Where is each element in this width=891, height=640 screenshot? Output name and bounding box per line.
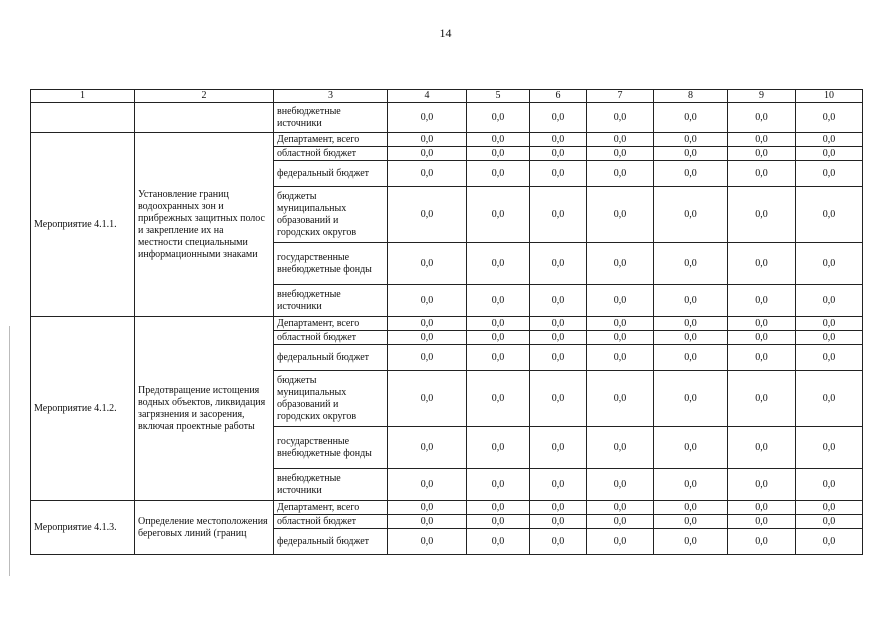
amount-cell: 0,0 — [654, 427, 728, 469]
amount-cell: 0,0 — [728, 427, 796, 469]
amount-cell: 0,0 — [530, 243, 587, 285]
amount-cell: 0,0 — [467, 469, 530, 501]
amount-cell: 0,0 — [654, 345, 728, 371]
source-cell: областной бюджет — [274, 331, 388, 345]
amount-cell: 0,0 — [728, 345, 796, 371]
source-cell: внебюджетные источники — [274, 469, 388, 501]
amount-cell: 0,0 — [654, 147, 728, 161]
amount-cell: 0,0 — [587, 371, 654, 427]
budget-table — [30, 89, 863, 555]
amount-cell: 0,0 — [728, 187, 796, 243]
amount-cell: 0,0 — [796, 501, 863, 515]
amount-cell: 0,0 — [587, 317, 654, 331]
event-name-cell: Мероприятие 4.1.1. — [31, 133, 135, 317]
amount-cell: 0,0 — [388, 529, 467, 555]
amount-cell: 0,0 — [728, 147, 796, 161]
amount-cell: 0,0 — [728, 103, 796, 133]
amount-cell: 0,0 — [467, 317, 530, 331]
amount-cell: 0,0 — [530, 147, 587, 161]
amount-cell: 0,0 — [467, 501, 530, 515]
amount-cell: 0,0 — [728, 501, 796, 515]
amount-cell: 0,0 — [654, 133, 728, 147]
amount-cell: 0,0 — [654, 285, 728, 317]
amount-cell: 0,0 — [388, 469, 467, 501]
amount-cell: 0,0 — [467, 427, 530, 469]
amount-cell: 0,0 — [530, 515, 587, 529]
amount-cell: 0,0 — [467, 133, 530, 147]
amount-cell: 0,0 — [728, 515, 796, 529]
amount-cell: 0,0 — [796, 515, 863, 529]
amount-cell: 0,0 — [530, 331, 587, 345]
source-cell: федеральный бюджет — [274, 345, 388, 371]
source-cell: Департамент, всего — [274, 501, 388, 515]
amount-cell: 0,0 — [654, 317, 728, 331]
column-header: 6 — [530, 90, 587, 103]
amount-cell: 0,0 — [388, 427, 467, 469]
amount-cell: 0,0 — [654, 501, 728, 515]
amount-cell: 0,0 — [388, 133, 467, 147]
amount-cell: 0,0 — [467, 529, 530, 555]
amount-cell: 0,0 — [530, 371, 587, 427]
amount-cell: 0,0 — [654, 161, 728, 187]
amount-cell: 0,0 — [654, 331, 728, 345]
amount-cell: 0,0 — [796, 243, 863, 285]
amount-cell: 0,0 — [467, 103, 530, 133]
amount-cell: 0,0 — [388, 345, 467, 371]
amount-cell: 0,0 — [530, 345, 587, 371]
amount-cell: 0,0 — [796, 103, 863, 133]
amount-cell: 0,0 — [587, 345, 654, 371]
amount-cell: 0,0 — [796, 285, 863, 317]
amount-cell: 0,0 — [467, 147, 530, 161]
table-row — [31, 133, 863, 147]
amount-cell: 0,0 — [467, 345, 530, 371]
event-description-cell: Предотвращение истощения водных объектов, ликвидация загрязнения и засорения, включая проектные работы — [135, 317, 274, 501]
amount-cell: 0,0 — [654, 469, 728, 501]
amount-cell: 0,0 — [388, 103, 467, 133]
amount-cell: 0,0 — [587, 501, 654, 515]
table-row — [31, 103, 863, 133]
source-cell: бюджеты муниципальных образований и городских округов — [274, 371, 388, 427]
amount-cell: 0,0 — [796, 469, 863, 501]
amount-cell: 0,0 — [530, 317, 587, 331]
amount-cell: 0,0 — [388, 161, 467, 187]
amount-cell: 0,0 — [796, 187, 863, 243]
source-cell: областной бюджет — [274, 147, 388, 161]
amount-cell: 0,0 — [530, 469, 587, 501]
amount-cell: 0,0 — [654, 529, 728, 555]
event-name-cell: Мероприятие 4.1.2. — [31, 317, 135, 501]
amount-cell: 0,0 — [530, 161, 587, 187]
amount-cell: 0,0 — [728, 317, 796, 331]
amount-cell: 0,0 — [587, 147, 654, 161]
amount-cell: 0,0 — [796, 331, 863, 345]
amount-cell: 0,0 — [796, 161, 863, 187]
amount-cell: 0,0 — [796, 427, 863, 469]
source-cell: федеральный бюджет — [274, 529, 388, 555]
column-header: 10 — [796, 90, 863, 103]
amount-cell: 0,0 — [796, 133, 863, 147]
amount-cell: 0,0 — [587, 469, 654, 501]
amount-cell: 0,0 — [587, 187, 654, 243]
source-cell: внебюджетные источники — [274, 285, 388, 317]
source-cell: государственные внебюджетные фонды — [274, 243, 388, 285]
amount-cell: 0,0 — [587, 515, 654, 529]
amount-cell: 0,0 — [796, 529, 863, 555]
source-cell: внебюджетные источники — [274, 103, 388, 133]
amount-cell: 0,0 — [530, 529, 587, 555]
amount-cell: 0,0 — [728, 469, 796, 501]
amount-cell: 0,0 — [587, 331, 654, 345]
amount-cell: 0,0 — [654, 515, 728, 529]
column-header: 2 — [135, 90, 274, 103]
amount-cell: 0,0 — [388, 187, 467, 243]
event-description-cell: Определение местоположения береговых линий (границ — [135, 501, 274, 555]
amount-cell: 0,0 — [530, 133, 587, 147]
amount-cell: 0,0 — [796, 345, 863, 371]
amount-cell: 0,0 — [467, 243, 530, 285]
amount-cell: 0,0 — [587, 529, 654, 555]
event-name-cell: Мероприятие 4.1.3. — [31, 501, 135, 555]
amount-cell: 0,0 — [587, 103, 654, 133]
amount-cell: 0,0 — [728, 285, 796, 317]
amount-cell: 0,0 — [467, 371, 530, 427]
source-cell: бюджеты муниципальных образований и городских округов — [274, 187, 388, 243]
amount-cell: 0,0 — [587, 243, 654, 285]
amount-cell: 0,0 — [728, 161, 796, 187]
amount-cell: 0,0 — [587, 133, 654, 147]
amount-cell: 0,0 — [728, 529, 796, 555]
amount-cell: 0,0 — [796, 147, 863, 161]
amount-cell: 0,0 — [388, 501, 467, 515]
amount-cell: 0,0 — [530, 285, 587, 317]
amount-cell: 0,0 — [654, 187, 728, 243]
amount-cell: 0,0 — [388, 317, 467, 331]
amount-cell: 0,0 — [587, 427, 654, 469]
amount-cell: 0,0 — [467, 161, 530, 187]
source-cell: областной бюджет — [274, 515, 388, 529]
margin-line — [9, 326, 10, 576]
amount-cell: 0,0 — [728, 133, 796, 147]
column-header: 3 — [274, 90, 388, 103]
amount-cell: 0,0 — [728, 331, 796, 345]
amount-cell: 0,0 — [530, 501, 587, 515]
amount-cell: 0,0 — [654, 243, 728, 285]
column-header: 8 — [654, 90, 728, 103]
amount-cell: 0,0 — [467, 331, 530, 345]
column-header: 1 — [31, 90, 135, 103]
event-cell-empty — [31, 103, 135, 133]
amount-cell: 0,0 — [587, 285, 654, 317]
column-header: 4 — [388, 90, 467, 103]
description-cell-empty — [135, 103, 274, 133]
table-row — [31, 501, 863, 515]
amount-cell: 0,0 — [388, 371, 467, 427]
amount-cell: 0,0 — [467, 515, 530, 529]
amount-cell: 0,0 — [796, 371, 863, 427]
event-description-cell: Установление границ водоохранных зон и прибрежных защитных полос и закрепление их на местности специальными информационными знаками — [135, 133, 274, 317]
source-cell: Департамент, всего — [274, 133, 388, 147]
amount-cell: 0,0 — [530, 103, 587, 133]
source-cell: государственные внебюджетные фонды — [274, 427, 388, 469]
source-cell: Департамент, всего — [274, 317, 388, 331]
column-header: 7 — [587, 90, 654, 103]
amount-cell: 0,0 — [530, 187, 587, 243]
column-header: 9 — [728, 90, 796, 103]
amount-cell: 0,0 — [654, 371, 728, 427]
amount-cell: 0,0 — [388, 243, 467, 285]
table-body — [31, 103, 863, 555]
page-number: 14 — [439, 26, 452, 40]
amount-cell: 0,0 — [388, 285, 467, 317]
amount-cell: 0,0 — [388, 515, 467, 529]
amount-cell: 0,0 — [728, 371, 796, 427]
amount-cell: 0,0 — [796, 317, 863, 331]
amount-cell: 0,0 — [587, 161, 654, 187]
amount-cell: 0,0 — [530, 427, 587, 469]
amount-cell: 0,0 — [728, 243, 796, 285]
column-number-row — [31, 90, 863, 103]
amount-cell: 0,0 — [388, 331, 467, 345]
source-cell: федеральный бюджет — [274, 161, 388, 187]
amount-cell: 0,0 — [654, 103, 728, 133]
amount-cell: 0,0 — [388, 147, 467, 161]
amount-cell: 0,0 — [467, 187, 530, 243]
amount-cell: 0,0 — [467, 285, 530, 317]
column-header: 5 — [467, 90, 530, 103]
table-row — [31, 317, 863, 331]
